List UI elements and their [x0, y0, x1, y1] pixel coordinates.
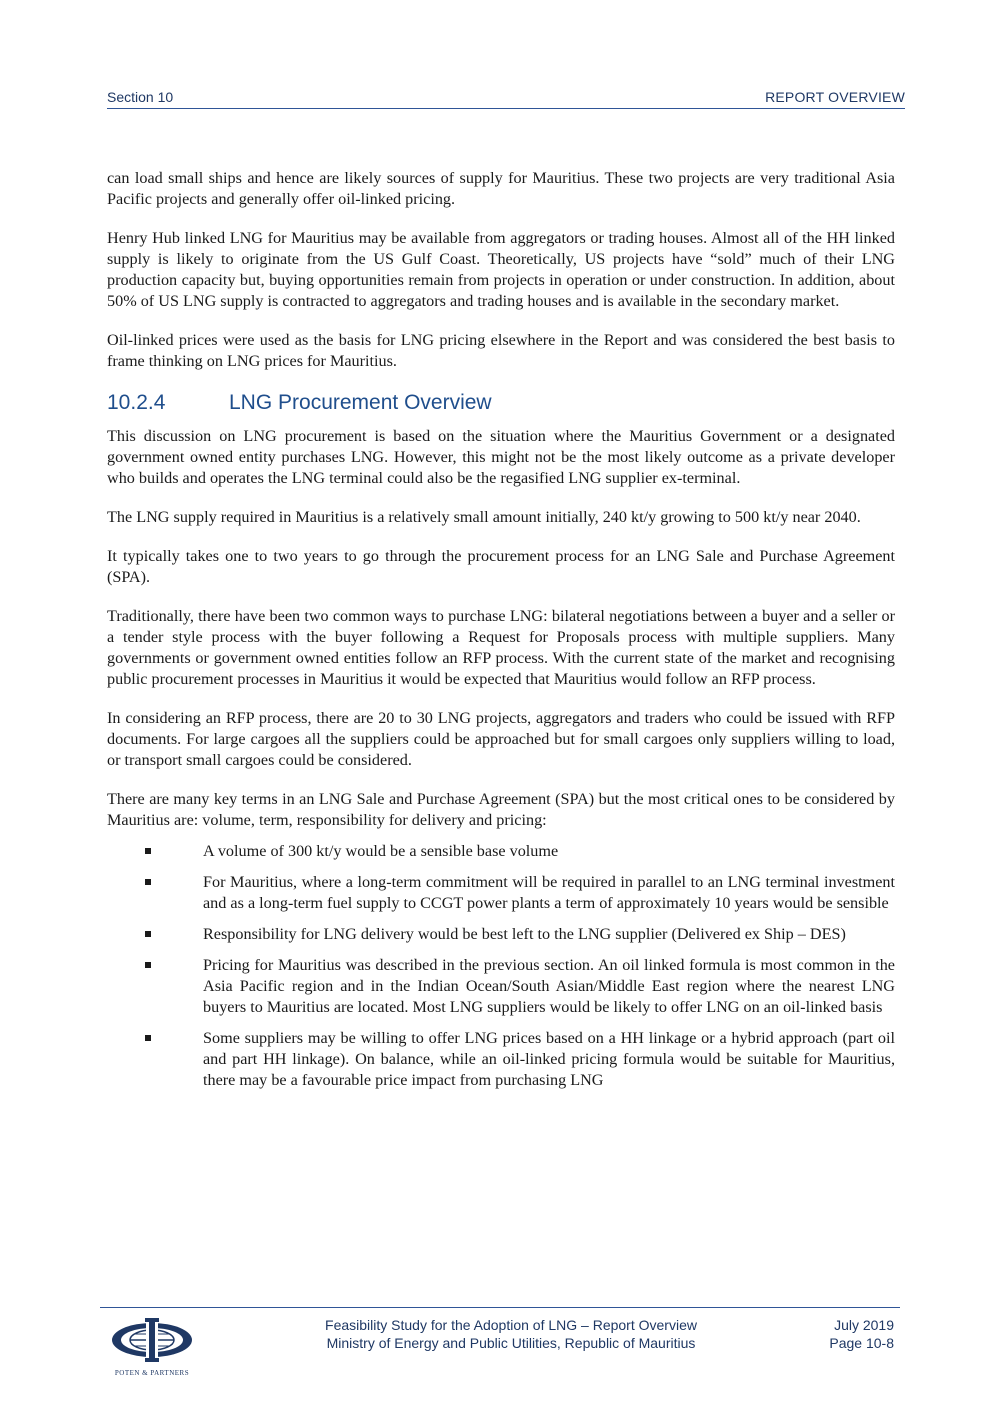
paragraph: Henry Hub linked LNG for Mauritius may be available from aggregators or trading houses. Almost all of the HH linked supply is likely to originate from the US Gulf Coast. Theoretically, US projects have “sold” much of their LNG production capacity but, buying opportunities remain from projects in operation or under construction. In addition, about 50% of US LNG supply is contracted to aggregators and trading houses and is available in the secondary market. — [107, 229, 895, 310]
section-number: 10.2.4 — [107, 391, 166, 414]
list-item-text: A volume of 300 kt/y would be a sensible base volume — [203, 842, 559, 860]
paragraph: It typically takes one to two years to go through the procurement process for an LNG Sale and Purchase Agreement (SPA). — [107, 547, 895, 586]
footer-document-info — [276, 1316, 746, 1352]
list-item-text: Pricing for Mauritius was described in the previous section. An oil linked formula is most common in the Asia Pacific region and in the Indian Ocean/South Asian/Middle East region where the nearest LNG buyers to Mauritius are located. Most LNG suppliers would be likely to offer LNG on an oil-linked basis — [203, 956, 895, 1016]
bullet-list — [107, 841, 895, 1091]
page-number: Page 10-8 — [829, 1335, 894, 1351]
paragraph: The LNG supply required in Mauritius is a relatively small amount initially, 240 kt/y growing to 500 kt/y near 2040. — [107, 508, 861, 526]
list-item — [107, 1028, 895, 1091]
list-item — [107, 872, 895, 914]
footer-date: July 2019 — [834, 1317, 894, 1333]
section-title: LNG Procurement Overview — [229, 391, 492, 414]
bullet-icon — [145, 962, 151, 968]
page-footer — [100, 1316, 900, 1376]
bullet-icon — [145, 848, 151, 854]
page-body — [107, 168, 895, 1101]
logo-caption: POTEN & PARTNERS — [114, 1369, 190, 1377]
list-item — [107, 955, 895, 1018]
list-item-text: Some suppliers may be willing to offer LNG prices based on a HH linkage or a hybrid approach (part oil and part HH linkage). On balance, while an oil-linked pricing formula would be suitable for Mauritius, there may be a favourable price impact from purchasing LNG — [203, 1029, 895, 1089]
footer-divider — [100, 1307, 900, 1308]
list-item-text: For Mauritius, where a long-term commitment will be required in parallel to an LNG terminal investment and as a long-term fuel supply to CCGT power plants a term of approximately 10 years would be sensible — [203, 873, 895, 912]
header-title: REPORT OVERVIEW — [765, 89, 905, 105]
paragraph: In considering an RFP process, there are 20 to 30 LNG projects, aggregators and traders who could be issued with RFP documents. For large cargoes all the suppliers could be approached but for small cargoes only suppliers willing to load, or transport small cargoes could be considered. — [107, 709, 895, 769]
paragraph: Oil-linked prices were used as the basis for LNG pricing elsewhere in the Report and was considered the best basis to frame thinking on LNG prices for Mauritius. — [107, 331, 895, 370]
list-item — [107, 924, 895, 945]
footer-page-info — [829, 1316, 894, 1352]
footer-report-title: Feasibility Study for the Adoption of LNG – Report Overview — [325, 1317, 697, 1333]
paragraph: This discussion on LNG procurement is based on the situation where the Mauritius Government or a designated government owned entity purchases LNG. However, this might not be the most likely outcome as a private developer who builds and operates the LNG terminal could also be the regasified LNG supplier ex-terminal. — [107, 427, 895, 487]
paragraph: can load small ships and hence are likely sources of supply for Mauritius. These two projects are very traditional Asia Pacific projects and generally offer oil-linked pricing. — [107, 169, 895, 208]
list-item-text: Responsibility for LNG delivery would be best left to the LNG supplier (Delivered ex Ship – DES) — [203, 925, 846, 943]
paragraph: Traditionally, there have been two common ways to purchase LNG: bilateral negotiations between a buyer and a seller or a tender style process with the buyer following a Request for Proposals process with multiple suppliers. Many governments or government owned entities follow an RFP process. With the current state of the market and recognising public procurement processes in Mauritius it would be expected that Mauritius would follow an RFP process. — [107, 607, 895, 688]
footer-client: Ministry of Energy and Public Utilities, Republic of Mauritius — [326, 1335, 696, 1351]
paragraph: There are many key terms in an LNG Sale and Purchase Agreement (SPA) but the most critical ones to be considered by Mauritius are: volume, term, responsibility for delivery and pricing: — [107, 790, 895, 829]
bullet-icon — [145, 931, 151, 937]
section-label: Section 10 — [107, 89, 174, 105]
page-header — [107, 88, 905, 109]
bullet-icon — [145, 1035, 151, 1041]
section-heading — [107, 390, 895, 416]
bullet-icon — [145, 879, 151, 885]
list-item — [107, 841, 895, 862]
